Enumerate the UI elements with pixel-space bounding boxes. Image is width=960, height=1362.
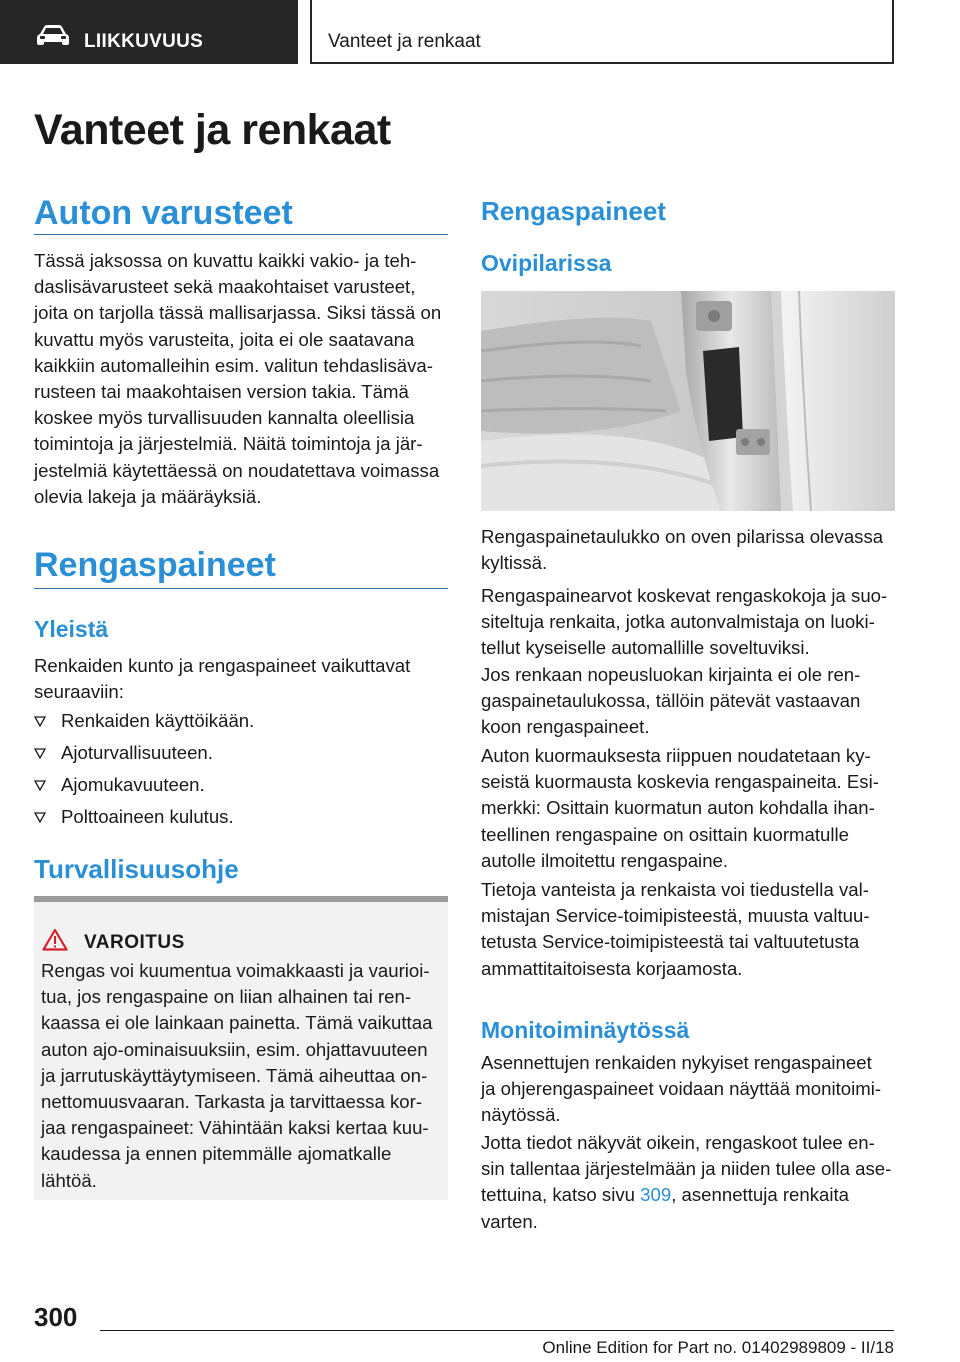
breadcrumb-label: Vanteet ja renkaat — [328, 31, 481, 52]
door-pillar-illustration — [481, 291, 895, 511]
page-title: Vanteet ja renkaat — [34, 106, 391, 154]
door-pillar-photo — [481, 291, 895, 511]
general-heading: Yleistä — [34, 616, 109, 642]
footer-divider — [100, 1330, 894, 1331]
breadcrumb — [310, 0, 894, 64]
final-paragraph: Jotta tiedot näkyvät oikein, rengaskoot tulee en- sin tallentaa järjestelmään ja niiden tulee olla ase- tettuina, katso sivu 309, asennettuja renkaita varten. — [481, 1132, 892, 1232]
pillar-heading: Ovipilarissa — [481, 250, 612, 276]
section-label: LIIKKUVUUS — [84, 31, 204, 52]
bullet-triangle-icon — [34, 716, 46, 727]
pressure-heading: Rengaspaineet — [34, 546, 276, 584]
list-item: Ajoturvallisuuteen. — [34, 740, 448, 772]
paragraph-4: Auton kuormauksesta riippuen noudatetaan ky- seistä kuormausta koskevia rengaspaineita. Esi- merkki: Osittain kuormatun auton kohdalla ihan- teellinen rengaspaine on osittain kuormatulle autolle ilmoitettu rengaspaine. — [481, 745, 879, 871]
heading-divider — [34, 234, 448, 235]
bullet-list — [34, 708, 448, 836]
warning-triangle-icon — [42, 928, 68, 951]
paragraph-2: Rengaspainearvot koskevat rengaskokoja ja suo- siteltuja renkaita, jotka autonvalmistaja on luoki- tellut kyseiselle automallille soveltuviksi. — [481, 585, 888, 659]
bullet-triangle-icon — [34, 780, 46, 791]
equipment-text: Tässä jaksossa on kuvattu kaikki vakio- ja teh- daslisävarusteet sekä maakohtaiset varusteet, joita on tarjolla tässä mallisarjassa. Siksi tässä on kuvattu myös varusteita, joita ei ole saatavana kaikkiin automalleihin esim. valitun tehdaslisäva- rusteen tai maakohtaisen version takia. Tämä koskee myös turvallisuuden kannalta oleellisia toimintoja ja järjestelmiä. Näitä toimintoja ja jär- jestelmiä käytettäessä on noudatettava voimassa olevia lakeja ja määräyksiä. — [34, 250, 442, 507]
section-tab[interactable] — [0, 0, 298, 64]
car-icon — [36, 24, 70, 46]
bullet-triangle-icon — [34, 812, 46, 823]
warning-title: VAROITUS — [84, 932, 185, 953]
pressure-heading-right: Rengaspaineet — [481, 196, 666, 226]
heading-divider — [34, 588, 448, 589]
bullet-triangle-icon — [34, 748, 46, 759]
general-text: Renkaiden kunto ja rengaspaineet vaikuttavat seuraaviin: — [34, 655, 411, 703]
edition-text: Online Edition for Part no. 01402989809 - II/18 — [542, 1338, 894, 1357]
monitor-text: Asennettujen renkaiden nykyiset rengaspaineet ja ohjerengaspaineet voidaan näyttää monitoimi- näytössä. — [481, 1052, 882, 1126]
paragraph-5: Tietoja vanteista ja renkaista voi tiedustella val- mistajan Service-toimipisteestä, muusta valtuu- tetusta Service-toimipisteestä tai valtuutetusta ammattitaitoisesta korjaamosta. — [481, 879, 870, 979]
list-item: Ajomukavuuteen. — [34, 772, 448, 804]
page-reference-link[interactable]: 309 — [640, 1184, 672, 1206]
safety-heading: Turvallisuusohje — [34, 854, 239, 884]
page-number: 300 — [34, 1302, 78, 1332]
equipment-heading: Auton varusteet — [34, 194, 293, 232]
paragraph-3: Jos renkaan nopeusluokan kirjainta ei ole ren- gaspainetaulukossa, tällöin pätevät vastaavan koon rengaspaineet. — [481, 664, 861, 738]
list-item: Renkaiden käyttöikään. — [34, 708, 448, 740]
warning-text: Rengas voi kuumentua voimakkaasti ja vaurioi- tua, jos rengaspaine on liian alhainen tai ren- kaassa ei ole lainkaan painetta. Tämä vaikuttaa auton ajo-ominaisuuksiin, esim. ohjattavuuteen ja jarrutuskäyttäytymiseen. Tämä aiheuttaa on- nettomuusvaaran. Tarkasta ja tarvittaessa kor- jaa rengaspaineet: Vähintään kaksi kertaa kuu- kaudessa ja ennen pitemmälle ajomatkalle lähtöä. — [41, 960, 433, 1191]
monitor-heading: Monitoiminäytössä — [481, 1017, 690, 1043]
paragraph-1: Rengaspainetaulukko on oven pilarissa olevassa kyltissä. — [481, 526, 884, 574]
list-item: Polttoaineen kulutus. — [34, 804, 448, 836]
warning-box — [34, 896, 448, 1200]
